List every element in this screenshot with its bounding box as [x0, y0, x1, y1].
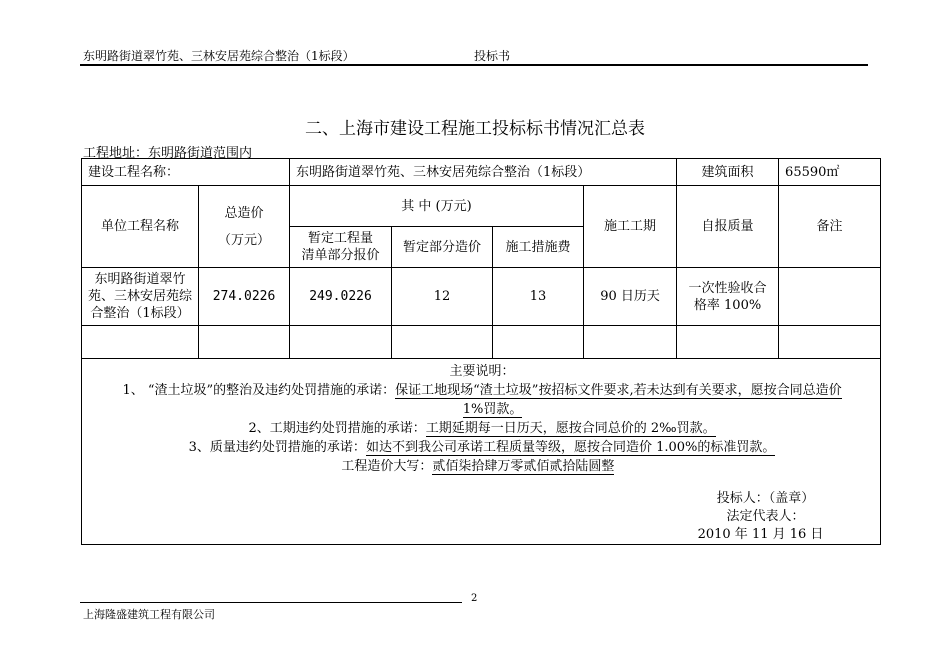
col-unit-name: 单位工程名称 — [82, 186, 199, 268]
summary-table — [81, 158, 881, 545]
notes-block — [84, 359, 878, 544]
empty-cell — [199, 326, 290, 359]
legal-representative: 法定代表人： — [726, 509, 805, 524]
provisional-cell: 12 — [392, 268, 493, 326]
page-title: 二、上海市建设工程施工投标标书情况汇总表 — [305, 119, 645, 139]
notes-cell — [82, 359, 881, 545]
notes-row — [82, 359, 881, 545]
project-address: 工程地址：东明路街道范围内 — [83, 146, 253, 161]
note-3-prefix: 3、质量违约处罚措施的承诺： — [188, 440, 366, 455]
notes-heading: 主要说明： — [449, 364, 515, 379]
note-2-prefix: 2、工期违约处罚措施的承诺： — [248, 421, 426, 436]
note-1-text: 保证工地现场“渣土垃圾”按招标文件要求,若未达到有关要求，愿按合同总造价 — [395, 383, 842, 398]
col-measures: 施工措施费 — [493, 227, 584, 268]
area-label: 建筑面积 — [677, 159, 779, 186]
col-provisional: 暂定部分造价 — [392, 227, 493, 268]
col-construction-period: 施工工期 — [584, 186, 677, 268]
col-list-price-line2: 清单部分报价 — [301, 248, 380, 263]
area-value: 65590㎡ — [779, 159, 881, 186]
col-list-price-line1: 暂定工程量 — [308, 231, 374, 246]
empty-cell — [584, 326, 677, 359]
note-1-prefix: 1、 “渣土垃圾”的整治及违约处罚措施的承诺： — [122, 383, 396, 398]
project-name-label: 建设工程名称： — [82, 159, 290, 186]
measures-cell: 13 — [493, 268, 584, 326]
bidder-seal: 投标人：（盖章） — [716, 491, 815, 506]
empty-cell — [779, 326, 881, 359]
note-3-text: 如达不到我公司承诺工程质量等级，愿按合同造价 1.00%的标准罚款。 — [365, 440, 776, 455]
project-name-row — [82, 159, 881, 186]
header-rule — [80, 64, 868, 66]
period-cell: 90 日历天 — [584, 268, 677, 326]
unit-name-cell — [82, 268, 199, 326]
unit-name-line2: 苑、三林安居苑综 — [87, 289, 192, 304]
header-row-1 — [82, 186, 881, 227]
note-1 — [92, 381, 872, 400]
quality-cell — [677, 268, 779, 326]
note-1-cont — [92, 400, 872, 419]
footer-rule — [80, 602, 462, 603]
empty-cell — [677, 326, 779, 359]
quality-line1: 一次性验收合 — [688, 280, 767, 296]
price-in-words-text: 贰佰柒拾肆万零贰佰贰拾陆圆整 — [432, 459, 615, 474]
quality-line2: 格率 100% — [693, 297, 762, 313]
empty-cell — [290, 326, 392, 359]
col-total-price-label: 总造价 — [224, 205, 264, 221]
col-remark: 备注 — [779, 186, 881, 268]
remark-cell — [779, 268, 881, 326]
empty-cell — [493, 326, 584, 359]
header-project: 东明路街道翠竹苑、三林安居苑综合整治（1标段） — [83, 49, 355, 63]
unit-name-line3: 合整治（1标段） — [90, 306, 190, 321]
note-1-text-cont: 1%罚款。 — [462, 402, 523, 417]
col-list-price — [290, 227, 392, 268]
price-in-words-prefix: 工程造价大写： — [341, 459, 433, 474]
page-number: 2 — [471, 593, 478, 604]
unit-name-line1: 东明路街道翠竹 — [94, 272, 186, 287]
col-among: 其 中 (万元) — [290, 186, 584, 227]
note-2 — [92, 419, 872, 438]
header-doc-type: 投标书 — [474, 49, 511, 63]
note-2-text: 工期延期每一日历天，愿按合同总价的 2‰罚款。 — [425, 421, 716, 436]
table-row — [82, 268, 881, 326]
list-price-cell: 249.0226 — [290, 268, 392, 326]
empty-row — [82, 326, 881, 359]
col-total-price-unit: （万元） — [218, 232, 271, 248]
note-3 — [92, 438, 872, 457]
footer-company: 上海隆盛建筑工程有限公司 — [83, 608, 215, 621]
empty-cell — [82, 326, 199, 359]
col-total-price — [199, 186, 290, 268]
empty-cell — [392, 326, 493, 359]
col-quality: 自报质量 — [677, 186, 779, 268]
signature-block — [92, 490, 872, 544]
project-name-value: 东明路街道翠竹苑、三林安居苑综合整治（1标段） — [290, 159, 677, 186]
total-price-cell: 274.0226 — [199, 268, 290, 326]
price-in-words — [92, 457, 872, 476]
signature-date: 2010 年 11 月 16 日 — [697, 527, 824, 542]
